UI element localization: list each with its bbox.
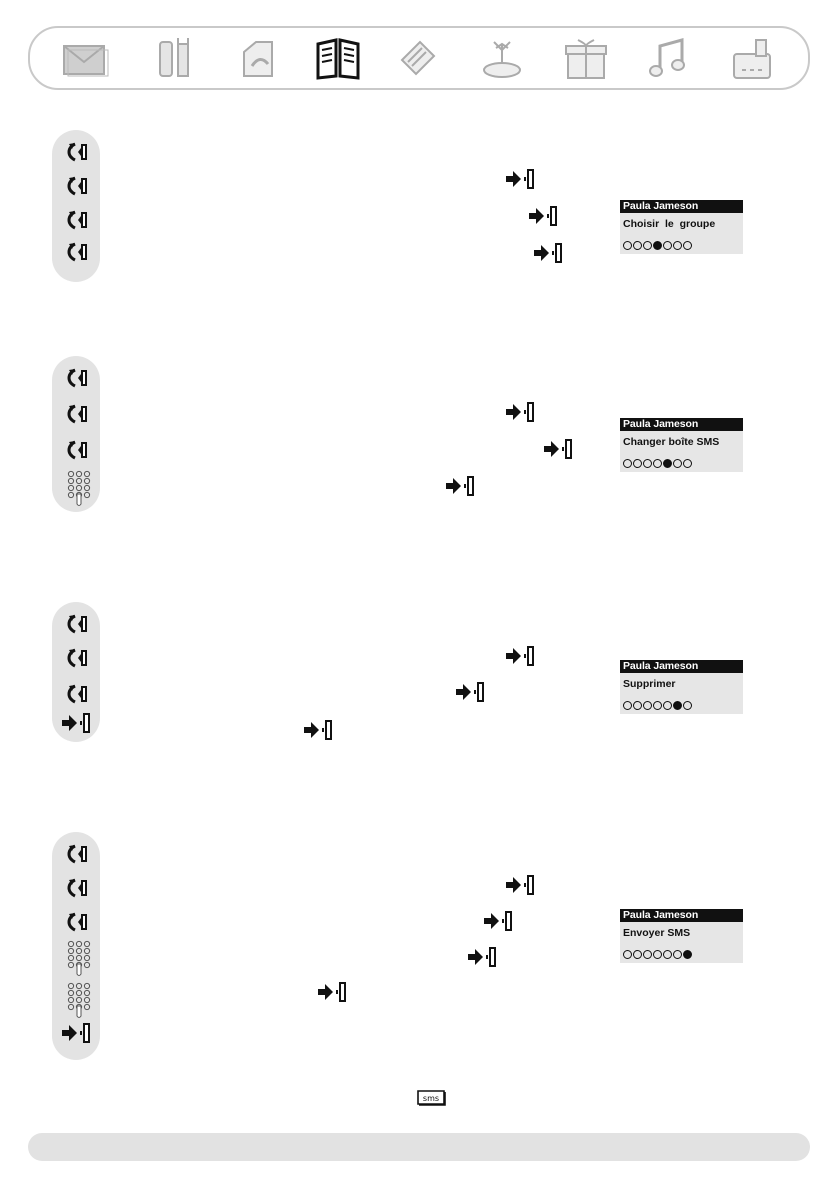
envelope-icon[interactable] [60,36,112,80]
contact-name: Paula Jameson [620,909,743,922]
contact-name: Paula Jameson [620,660,743,673]
nav-key-icon [66,174,88,198]
position-dot [633,241,642,250]
nav-key-icon [66,208,88,232]
sms-key-label: sms [422,1094,440,1103]
ok-key-icon [532,241,564,265]
position-dot [633,950,642,959]
position-dot [653,701,662,710]
position-dot [683,459,692,468]
nav-key-icon [66,438,88,462]
music-icon[interactable] [642,36,694,80]
ok-key-icon [60,711,92,735]
nav-key-icon [66,876,88,900]
nav-key-icon [66,402,88,426]
position-dot [643,241,652,250]
menu-item: Supprimer [623,678,676,690]
footer-bar [28,1133,810,1161]
menu-position-indicator [623,701,692,710]
position-dot [653,459,662,468]
phone-base-icon[interactable] [726,36,778,80]
nav-key-icon [66,612,88,636]
menu-icon-bar [28,26,810,90]
nav-key-icon [66,910,88,934]
nav-key-icon [66,646,88,670]
position-dot [643,459,652,468]
contact-name: Paula Jameson [620,418,743,431]
ok-key-icon [504,644,536,668]
position-dot [663,241,672,250]
position-dot [673,950,682,959]
position-dot [623,241,632,250]
menu-item: Envoyer SMS [623,927,691,939]
menu-position-indicator [623,459,692,468]
position-dot [623,701,632,710]
position-dot [633,459,642,468]
keypad-icon [64,980,94,1020]
position-dot [643,701,652,710]
ok-key-icon [504,167,536,191]
ok-key-icon [454,680,486,704]
position-dot [683,241,692,250]
contact-name: Paula Jameson [620,200,743,213]
position-dot [663,950,672,959]
position-dot [673,241,682,250]
ok-key-icon [482,909,514,933]
position-dot [663,701,672,710]
keypad-icon [64,468,94,508]
position-dot-active [683,950,692,959]
position-dot [633,701,642,710]
menu-item: Choisir le groupe [623,218,716,230]
ok-key-icon [527,204,559,228]
keypad-icon [64,938,94,978]
phone-screen [620,909,743,963]
position-dot [683,701,692,710]
position-dot [653,950,662,959]
phone-screen [620,418,743,472]
open-book-icon[interactable] [312,36,364,80]
ok-key-icon [504,400,536,424]
sms-key-icon [416,1089,446,1107]
position-dot [673,459,682,468]
position-dot-active [663,459,672,468]
nav-key-icon [66,842,88,866]
tools-icon[interactable] [152,36,204,80]
antenna-icon[interactable] [476,36,528,80]
ok-key-icon [466,945,498,969]
ok-key-icon [60,1021,92,1045]
menu-position-indicator [623,241,692,250]
menu-position-indicator [623,950,692,959]
position-dot-active [673,701,682,710]
gift-icon[interactable] [560,36,612,80]
fax-icon[interactable] [392,36,444,80]
nav-key-icon [66,682,88,706]
phone-screen [620,660,743,714]
nav-key-icon [66,366,88,390]
nav-key-icon [66,240,88,264]
phone-screen [620,200,743,254]
position-dot-active [653,241,662,250]
nav-key-icon [66,140,88,164]
ok-key-icon [542,437,574,461]
position-dot [623,950,632,959]
ok-key-icon [444,474,476,498]
ok-key-icon [504,873,536,897]
phone-book-icon[interactable] [234,36,286,80]
position-dot [623,459,632,468]
menu-item: Changer boîte SMS [623,436,720,448]
position-dot [643,950,652,959]
ok-key-icon [316,980,348,1004]
ok-key-icon [302,718,334,742]
